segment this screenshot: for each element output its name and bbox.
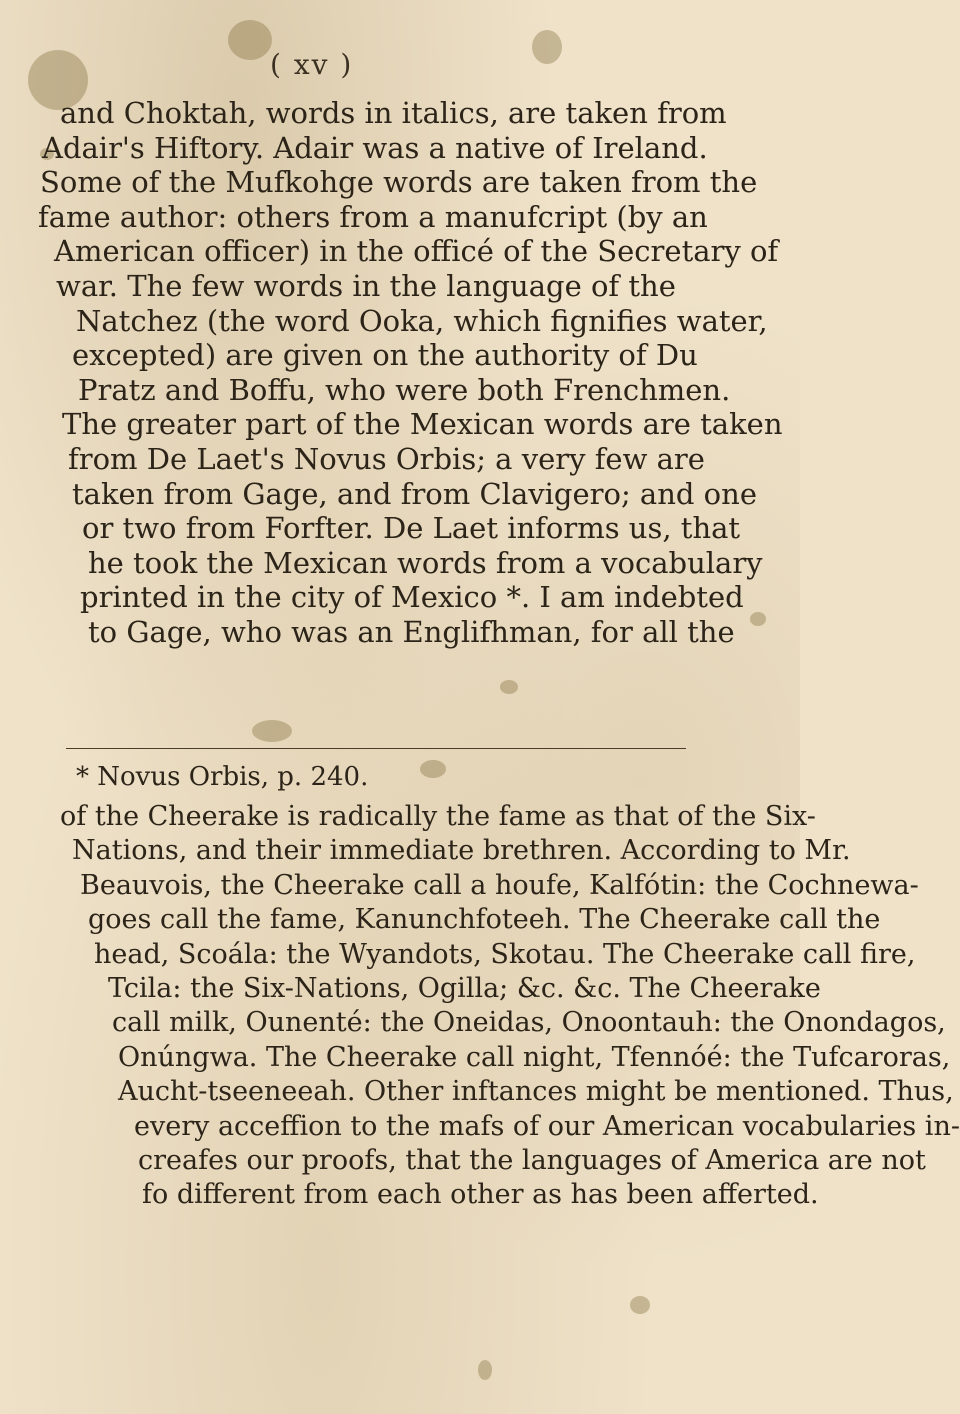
text-line: excepted) are given on the authority of Du [72,338,698,373]
text-line: head, Scoála: the Wyandots, Skotau. The Cheerake call fire, [94,938,916,970]
main-text [32,96,783,650]
text-line: American officer) in the officé of the Secretary of [54,234,779,269]
text-line: Beauvois, the Cheerake call a houfe, Kalfótin: the Cochnewa- [80,869,919,901]
text-line: taken from Gage, and from Clavigero; and one [72,476,757,511]
text-line: call milk, Ounenté: the Oneidas, Onoontauh: the Onondagos, [112,1007,946,1039]
continued-text [58,800,960,1213]
text-line: and Choktah, words in italics, are taken from [60,96,727,130]
text-line: creafes our proofs, that the languages of America are not [138,1144,926,1176]
text-line: Adair's Hiftory. Adair was a native of Ireland. [42,130,708,165]
text-line: Aucht-tseeneeah. Other inftances might be mentioned. Thus, [118,1076,954,1108]
foxing-spot [478,1360,492,1380]
footnote-rule [66,748,686,749]
foxing-spot [228,20,272,60]
text-line: every acceffion to the mafs of our American vocabularies in- [134,1110,960,1142]
foxing-spot [532,30,562,64]
text-line: The greater part of the Mexican words are taken [62,407,783,442]
text-line: goes call the fame, Kanunchfoteeh. The Cheerake call the [88,904,881,936]
footnote: * Novus Orbis, p. 240. [76,762,369,792]
text-line: he took the Mexican words from a vocabulary [88,545,763,580]
text-line: war. The few words in the language of the [56,268,676,303]
text-line: Pratz and Boffu, who were both Frenchmen. [78,372,731,407]
foxing-spot [420,760,446,778]
text-line: to Gage, who was an Englifhman, for all the [88,614,735,649]
foxing-spot [252,720,292,742]
foxing-spot [630,1296,650,1314]
text-line: fame author: others from a manufcript (by an [38,199,708,234]
text-line: printed in the city of Mexico *. I am indebted [80,580,744,615]
foxing-spot [500,680,518,694]
text-line: Onúngwa. The Cheerake call night, Tfennóé: the Tufcaroras, [118,1041,951,1073]
text-line: Tcila: the Six-Nations, Ogilla; &c. &c. The Cheerake [108,972,821,1004]
text-line: fo different from each other as has been afferted. [142,1179,819,1211]
text-line: from De Laet's Novus Orbis; a very few are [68,441,705,476]
text-line: Some of the Mufkohge words are taken from the [40,165,758,200]
page-number: ( xv ) [270,48,354,81]
text-line: Nations, and their immediate brethren. According to Mr. [72,835,851,867]
text-line: of the Cheerake is radically the fame as that of the Six- [60,801,816,832]
text-line: Natchez (the word Ooka, which fignifies water, [76,303,768,338]
text-line: or two from Forfter. De Laet informs us, that [82,511,741,546]
foxing-spot [750,612,766,626]
